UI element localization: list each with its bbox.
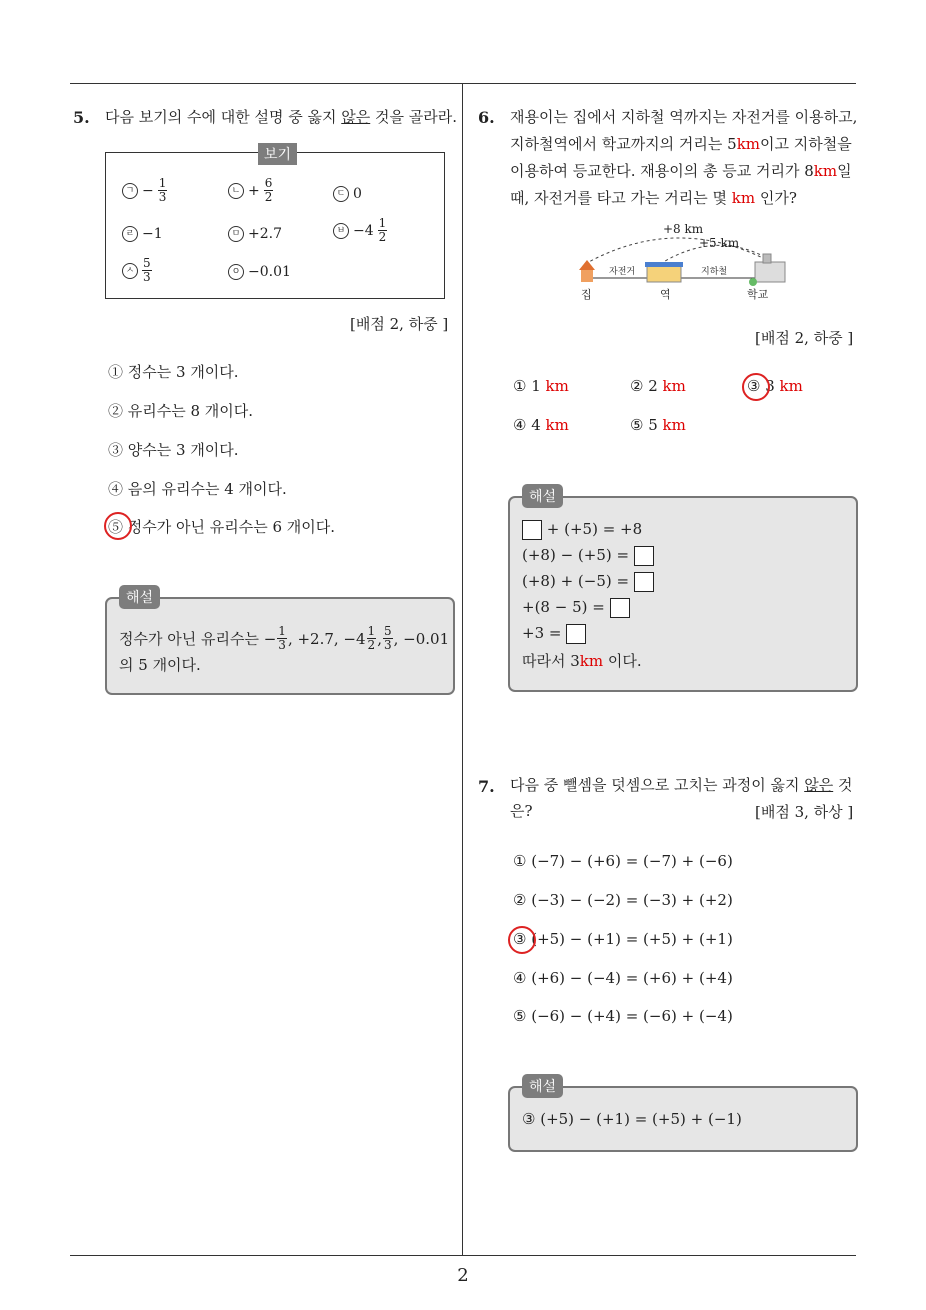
q5-option-5[interactable]: ⑤ 정수가 아닌 유리수는 6 개이다.	[108, 518, 336, 536]
q5-explanation-box	[105, 590, 455, 695]
q6-explanation-box	[508, 489, 858, 692]
blank-box	[634, 546, 654, 566]
bogi-item-a: ㄱ − $\frac{1}{3}$	[122, 177, 167, 204]
q6-exp-line1: + (+5) = +8	[522, 520, 642, 540]
q5-grade: [배점 2, 하중 ]	[350, 315, 449, 333]
q6-option-2[interactable]: ② 2 km	[630, 377, 686, 395]
page-number: 2	[457, 1265, 469, 1286]
q6-grade: [배점 2, 하중 ]	[755, 329, 854, 347]
bogi-item-b: ㄴ + $\frac{6}{2}$	[228, 177, 273, 204]
diagram-home: 집	[581, 288, 592, 301]
q5-exp-line2: 의 5 개이다.	[119, 656, 201, 674]
q6-option-5[interactable]: ⑤ 5 km	[630, 416, 686, 434]
q6-exp-line5: +3 =	[522, 624, 586, 644]
diagram-total: +8 km	[663, 222, 704, 236]
diagram-seg1: 자전거	[609, 267, 636, 277]
q6-exp-line3: (+8) + (−5) =	[522, 572, 654, 592]
q7-option-4[interactable]: ④ (+6) − (−4) = (+6) + (+4)	[513, 969, 733, 987]
answer-mark-icon	[742, 373, 770, 401]
q7-option-3[interactable]: ③ (+5) − (+1) = (+5) + (+1)	[513, 930, 733, 948]
diagram-seg2: 지하철	[701, 267, 728, 277]
q7-text-2: 은?	[510, 802, 533, 820]
q5-bogi-box	[105, 147, 445, 299]
diagram-station: 역	[660, 288, 671, 301]
q5-option-3[interactable]: ③ 양수는 3 개이다.	[108, 441, 239, 459]
q5-number: 5.	[73, 108, 90, 127]
bogi-label: 보기	[258, 143, 297, 165]
bogi-item-c: ㄷ 0	[333, 186, 362, 202]
q6-exp-line4: +(8 − 5) =	[522, 598, 630, 618]
q7-option-5[interactable]: ⑤ (−6) − (+4) = (−6) + (−4)	[513, 1007, 733, 1025]
answer-mark-icon	[104, 512, 132, 540]
diagram-school: 학교	[747, 288, 769, 301]
bogi-item-h: ㅇ −0.01	[228, 264, 291, 280]
explanation-tag: 해설	[522, 1074, 563, 1098]
bogi-item-g: ㅅ $\frac{5}{3}$	[122, 257, 152, 284]
q6-exp-line2: (+8) − (+5) =	[522, 546, 654, 566]
q6-exp-line6: 따라서 3km 이다.	[522, 652, 642, 670]
column-divider	[462, 83, 463, 1256]
bogi-item-d: ㄹ −1	[122, 226, 163, 242]
blank-box	[522, 520, 542, 540]
q5-option-1[interactable]: ① 정수는 3 개이다.	[108, 363, 239, 381]
answer-mark-icon	[508, 926, 536, 954]
blank-box	[634, 572, 654, 592]
top-rule	[70, 83, 856, 84]
q6-text: 재용이는 집에서 지하철 역까지는 자전거를 이용하고, 지하철역에서 학교까지의 거리는 5km이고 지하철을 이용하여 등교한다. 재용이의 총 등교 거리가 8km일 때, 자전거를 타고 가는 거리는 몇 km 인가?	[510, 108, 858, 207]
bottom-rule	[70, 1255, 856, 1256]
q5-exp-line1: 정수가 아닌 유리수는 − $\frac{1}{3}$ , +2.7, −4 $\frac{1}{2}$ , $\frac{5}{3}$ , −0.01	[119, 624, 450, 652]
explanation-tag: 해설	[119, 585, 160, 609]
blank-box	[610, 598, 630, 618]
q5-option-2[interactable]: ② 유리수는 8 개이다.	[108, 402, 254, 420]
q6-distance-diagram	[575, 222, 795, 302]
q6-option-1[interactable]: ① 1 km	[513, 377, 569, 395]
q7-number: 7.	[478, 777, 495, 796]
q5-option-4[interactable]: ④ 음의 유리수는 4 개이다.	[108, 480, 287, 498]
q7-explanation-box	[508, 1079, 858, 1152]
q7-text: 다음 중 뺄셈을 덧셈으로 고치는 과정이 옳지 않은 것	[510, 776, 853, 794]
bogi-item-f: ㅂ −4 $\frac{1}{2}$	[333, 217, 387, 244]
q7-grade: [배점 3, 하상 ]	[755, 803, 854, 821]
blank-box	[566, 624, 586, 644]
q6-option-4[interactable]: ④ 4 km	[513, 416, 569, 434]
q7-option-1[interactable]: ① (−7) − (+6) = (−7) + (−6)	[513, 852, 733, 870]
q7-option-2[interactable]: ② (−3) − (−2) = (−3) + (+2)	[513, 891, 733, 909]
q5-text: 다음 보기의 수에 대한 설명 중 옳지 않은 것을 골라라.	[105, 108, 457, 126]
q7-exp-line: ③ (+5) − (+1) = (+5) + (−1)	[522, 1110, 742, 1128]
diagram-part: +5 km	[699, 236, 740, 250]
bogi-item-e: ㅁ +2.7	[228, 226, 282, 242]
explanation-tag: 해설	[522, 484, 563, 508]
q6-number: 6.	[478, 108, 495, 127]
q6-option-3[interactable]: ③ 3 km	[747, 377, 803, 395]
